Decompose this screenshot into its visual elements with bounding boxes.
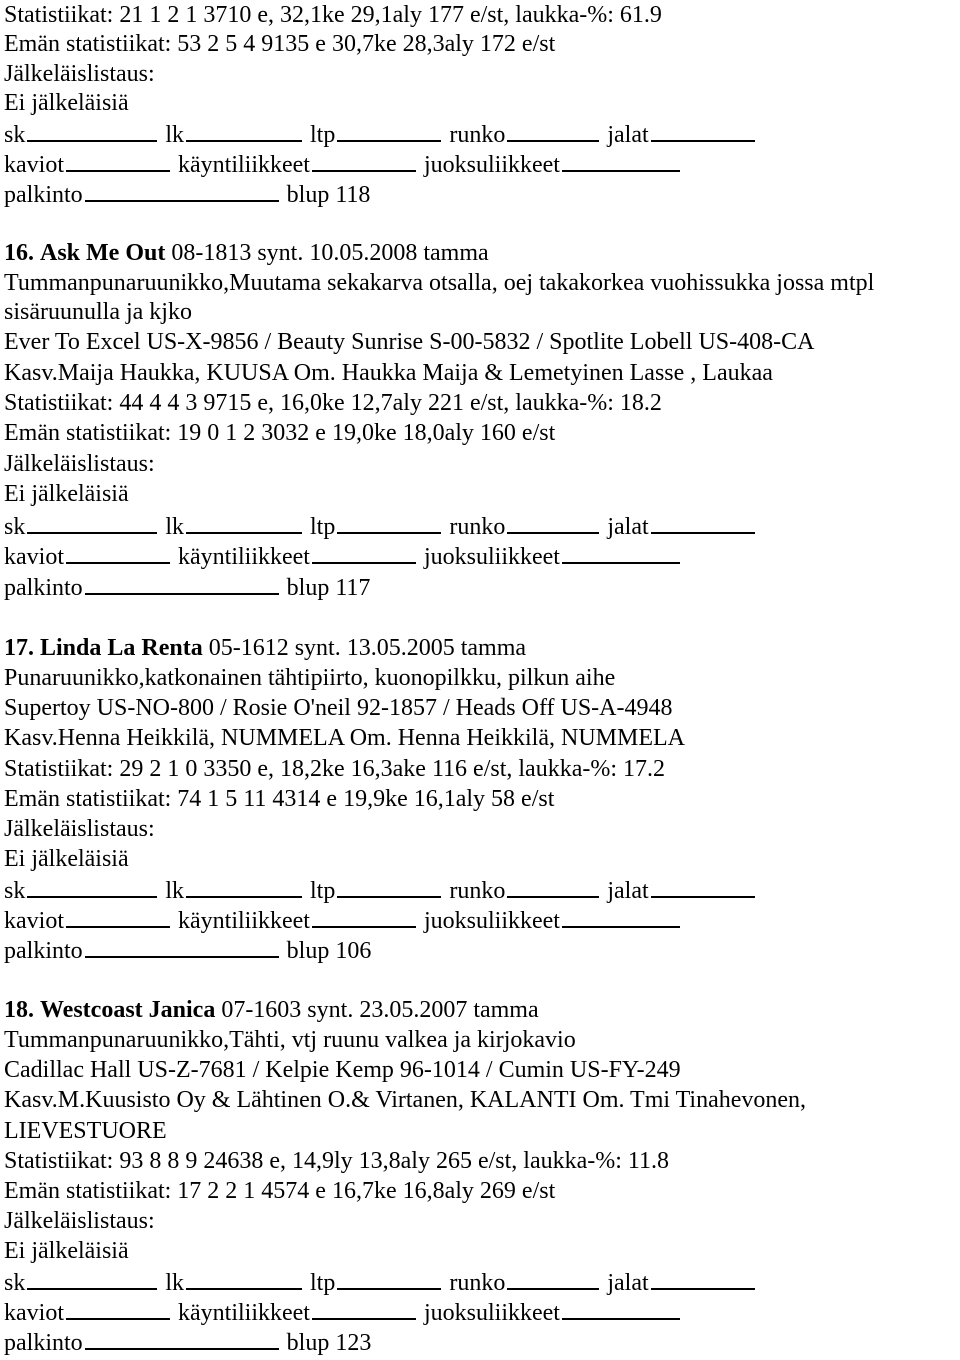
juoksuliikkeet-blank [562,1296,680,1320]
runko-label: runko [449,878,506,904]
entry-reg: 07-1603 synt. 23.05.2007 tamma [221,997,539,1023]
lk-blank [186,1266,302,1290]
entry-stats: Statistiikat: 93 8 8 9 24638 e, 14,9ly 13,8aly 265 e/st, laukka-%: 11.8 [4,1148,670,1174]
sk-label: sk [4,122,26,148]
entry-name: Linda La Renta [40,635,203,661]
entry-breeder-owner: Kasv.M.Kuusisto Oy & Lähtinen O.& Virtanen, KALANTI Om. Tmi Tinahevonen, [4,1087,807,1113]
kaviot-blank [66,148,170,172]
entry-number: 16. [4,240,34,266]
form-row-2 [4,540,688,572]
entry-name: Westcoast Janica [40,997,216,1023]
entry-breeder-owner: Kasv.Maija Haukka, KUUSA Om. Haukka Maija & Lemetyinen Lasse , Laukaa [4,360,773,386]
kaviot-blank [66,1296,170,1320]
runko-blank [507,1266,599,1290]
prev-form-row-1 [4,118,763,150]
kayntiliikkeet-blank [312,1296,416,1320]
runko-label: runko [449,122,506,148]
sk-blank [27,1266,157,1290]
kaviot-blank [66,904,170,928]
palkinto-label: palkinto [4,1330,83,1356]
kaviot-label: kaviot [4,1300,64,1326]
prev-form-row-3 [4,178,370,210]
juoksuliikkeet-label: juoksuliikkeet [423,1300,560,1326]
entry-reg: 05-1612 synt. 13.05.2005 tamma [208,635,527,661]
prev-stats: Statistiikat: 21 1 2 1 3710 e, 32,1ke 29,1aly 177 e/st, laukka-%: 61.9 [4,2,662,28]
entry-stats: Statistiikat: 44 4 4 3 9715 e, 16,0ke 12,7aly 221 e/st, laukka-%: 18.2 [4,390,662,416]
entry-offspring: Ei jälkeläisiä [4,846,129,872]
ltp-label: ltp [310,122,336,148]
entry-number: 18. [4,997,34,1023]
sk-blank [27,874,157,898]
kaviot-blank [66,540,170,564]
palkinto-blank [85,934,279,958]
ltp-blank [337,1266,441,1290]
entry-offspring-label: Jälkeläislistaus: [4,451,155,477]
entry-offspring-label: Jälkeläislistaus: [4,1208,155,1234]
sk-blank [27,118,157,142]
jalat-label: jalat [607,1270,649,1296]
lk-blank [186,510,302,534]
palkinto-label: palkinto [4,938,83,964]
form-row-3 [4,1326,371,1358]
entry-breeder-owner-cont: LIEVESTUORE [4,1118,167,1144]
ltp-label: ltp [310,878,336,904]
form-row-1 [4,510,763,542]
kaviot-label: kaviot [4,152,64,178]
palkinto-label: palkinto [4,182,83,208]
jalat-blank [651,510,755,534]
kayntiliikkeet-blank [312,540,416,564]
entry-pedigree: Cadillac Hall US-Z-7681 / Kelpie Kemp 96-1014 / Cumin US-FY-249 [4,1057,681,1083]
entry-reg: 08-1813 synt. 10.05.2008 tamma [171,240,489,266]
juoksuliikkeet-label: juoksuliikkeet [423,544,560,570]
entry-color-cont: sisäruunulla ja kjko [4,299,192,325]
entry-offspring: Ei jälkeläisiä [4,481,129,507]
sk-label: sk [4,514,26,540]
blup-value: blup 118 [286,182,371,208]
lk-blank [186,118,302,142]
kayntiliikkeet-blank [312,904,416,928]
blup-value: blup 106 [286,938,372,964]
entry-pedigree: Ever To Excel US-X-9856 / Beauty Sunrise S-00-5832 / Spotlite Lobell US-408-CA [4,329,815,355]
kayntiliikkeet-label: käyntiliikkeet [178,544,310,570]
blup-value: blup 123 [286,1330,372,1356]
runko-blank [507,874,599,898]
ltp-blank [337,118,441,142]
entry-dam-stats: Emän statistiikat: 74 1 5 11 4314 e 19,9ke 16,1aly 58 e/st [4,786,555,812]
form-row-3 [4,571,370,603]
sk-label: sk [4,1270,26,1296]
ltp-label: ltp [310,514,336,540]
prev-form-row-2 [4,148,688,180]
form-row-2 [4,904,688,936]
palkinto-label: palkinto [4,575,83,601]
lk-label: lk [165,878,185,904]
juoksuliikkeet-blank [562,904,680,928]
entry-offspring-label: Jälkeläislistaus: [4,816,155,842]
juoksuliikkeet-blank [562,148,680,172]
runko-label: runko [449,1270,506,1296]
prev-offspring: Ei jälkeläisiä [4,90,129,116]
palkinto-blank [85,1326,279,1350]
form-row-1 [4,874,763,906]
kayntiliikkeet-label: käyntiliikkeet [178,152,310,178]
form-row-3 [4,934,371,966]
ltp-label: ltp [310,1270,336,1296]
jalat-label: jalat [607,122,649,148]
lk-label: lk [165,1270,185,1296]
jalat-label: jalat [607,878,649,904]
form-row-2 [4,1296,688,1328]
jalat-label: jalat [607,514,649,540]
kaviot-label: kaviot [4,908,64,934]
entry-number: 17. [4,635,34,661]
juoksuliikkeet-blank [562,540,680,564]
palkinto-blank [85,178,279,202]
entry-dam-stats: Emän statistiikat: 17 2 2 1 4574 e 16,7ke 16,8aly 269 e/st [4,1178,556,1204]
entry-stats: Statistiikat: 29 2 1 0 3350 e, 18,2ke 16,3ake 116 e/st, laukka-%: 17.2 [4,756,666,782]
entry-pedigree: Supertoy US-NO-800 / Rosie O'neil 92-1857 / Heads Off US-A-4948 [4,695,673,721]
entry-offspring: Ei jälkeläisiä [4,1238,129,1264]
jalat-blank [651,874,755,898]
entry-heading [4,238,489,268]
prev-offspring-label: Jälkeläislistaus: [4,61,155,87]
runko-label: runko [449,514,506,540]
jalat-blank [651,1266,755,1290]
kayntiliikkeet-blank [312,148,416,172]
kayntiliikkeet-label: käyntiliikkeet [178,908,310,934]
entry-dam-stats: Emän statistiikat: 19 0 1 2 3032 e 19,0ke 18,0aly 160 e/st [4,420,556,446]
form-row-1 [4,1266,763,1298]
entry-name: Ask Me Out [40,240,166,266]
lk-label: lk [165,514,185,540]
blup-value: blup 117 [286,575,371,601]
lk-label: lk [165,122,185,148]
kayntiliikkeet-label: käyntiliikkeet [178,1300,310,1326]
entry-color: Punaruunikko,katkonainen tähtipiirto, kuonopilkku, pilkun aihe [4,665,616,691]
sk-label: sk [4,878,26,904]
runko-blank [507,118,599,142]
sk-blank [27,510,157,534]
entry-heading [4,995,539,1025]
juoksuliikkeet-label: juoksuliikkeet [423,908,560,934]
prev-dam-stats: Emän statistiikat: 53 2 5 4 9135 e 30,7ke 28,3aly 172 e/st [4,31,556,57]
lk-blank [186,874,302,898]
entry-color: Tummanpunaruunikko,Muutama sekakarva otsalla, oej takakorkea vuohissukka jossa mtpl [4,270,875,296]
runko-blank [507,510,599,534]
ltp-blank [337,510,441,534]
entry-breeder-owner: Kasv.Henna Heikkilä, NUMMELA Om. Henna Heikkilä, NUMMELA [4,725,685,751]
juoksuliikkeet-label: juoksuliikkeet [423,152,560,178]
kaviot-label: kaviot [4,544,64,570]
entry-color: Tummanpunaruunikko,Tähti, vtj ruunu valkea ja kirjokavio [4,1027,576,1053]
jalat-blank [651,118,755,142]
palkinto-blank [85,571,279,595]
entry-heading [4,633,526,663]
ltp-blank [337,874,441,898]
